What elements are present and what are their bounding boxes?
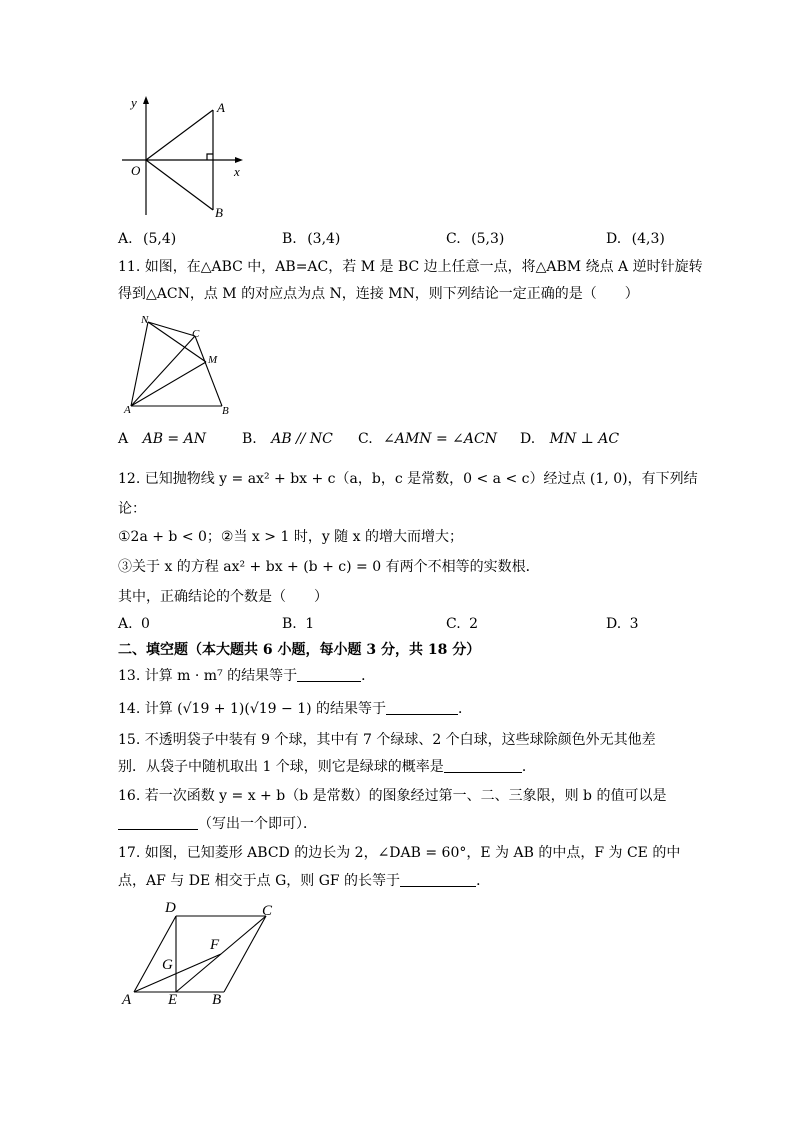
option-text: (4,3) [631,231,665,247]
question-punctuation: ． [476,873,491,889]
q17-label-c: C [262,903,273,919]
option-letter: D. [520,431,536,447]
q16-line1: 16. 若一次函数 y = x + b（b 是常数）的图象经过第一、二、三象限，则 b 的值可以是 [118,788,667,804]
q12-line1: 12. 已知抛物线 y = ax² + bx + c（a，b，c 是常数，0 < a < c）经过点 (1, 0)，有下列结 [118,471,698,487]
q10-label-x: x [234,164,240,179]
option-letter: D. [606,616,622,632]
option-letter: A [118,431,129,447]
q17-label-b: B [212,992,222,1008]
option-letter: A. [118,231,133,247]
q17-label-a: A [122,992,132,1008]
option-letter: A. [118,616,133,632]
option-letter: B. [242,431,257,447]
option-text: (5,3) [471,231,505,247]
option-letter: C. [446,231,461,247]
option-text: 3 [629,616,639,632]
option-text: 2 [469,616,479,632]
q17-label-g: G [162,957,173,973]
q17-label-d: D [165,900,176,916]
q11-label-m: M [208,354,218,366]
q12-line5: 其中，正确结论的个数是（ ） [118,589,328,605]
q11-label-b: B [222,405,229,417]
question-punctuation: ． [361,668,376,684]
q10-label-b: B [215,205,223,220]
option-letter: B. [282,231,297,247]
q17-label-e: E [168,992,178,1008]
section-heading: 二、填空题（本大题共 6 小题，每小题 3 分，共 18 分） [118,642,481,658]
q17-line1: 17. 如图，已知菱形 ABCD 的边长为 2，∠DAB = 60°，E 为 AB 的中点，F 为 CE 的中 [118,845,681,861]
question-text: 13. 计算 m · m⁷ 的结果等于 [118,668,298,684]
q17-label-f: F [210,937,220,953]
q11-label-n: N [141,314,149,326]
option-text: AB // NC [271,431,333,447]
option-text: (3,4) [307,231,341,247]
question-text: 14. 计算 (√19 + 1)(√19 − 1) 的结果等于 [118,701,387,717]
option-letter: C. [358,431,373,447]
option-letter: D. [606,231,622,247]
q11-line1: 11. 如图，在△ABC 中，AB=AC，若 M 是 BC 边上任意一点，将△ABM 绕点 A 逆时针旋转 [118,259,703,275]
option-letter: C. [446,616,461,632]
question-text: （写出一个即可）． [198,816,317,832]
q10-label-a: A [217,100,225,115]
q11-line2: 得到△ACN，点 M 的对应点为点 N，连接 MN，则下列结论一定正确的是（ ） [118,286,639,302]
option-text: 0 [141,616,150,632]
option-text: AB = AN [142,431,206,447]
q12-line3: ①2a + b < 0；②当 x > 1 时，y 随 x 的增大而增大； [118,529,463,545]
question-punctuation: ． [521,759,536,775]
q12-line2: 论： [118,501,146,517]
option-text: ∠AMN = ∠ACN [383,431,497,447]
q10-label-o: O [131,163,141,178]
option-text: (5,4) [143,231,177,247]
q12-line4: ③关于 x 的方程 ax² + bx + (b + c) = 0 有两个不相等的实数根． [118,559,540,575]
q11-label-a: A [124,404,131,416]
q11-label-c: C [192,328,200,340]
q15-line1: 15. 不透明袋子中装有 9 个球，其中有 7 个绿球、2 个白球，这些球除颜色外无其他差 [118,732,656,748]
question-text: 点，AF 与 DE 相交于点 G，则 GF 的长等于 [118,873,401,889]
option-text: 1 [305,616,315,632]
q10-label-y: y [131,95,137,110]
question-punctuation: ． [458,701,473,717]
option-text: MN ⊥ AC [549,431,620,447]
option-letter: B. [282,616,297,632]
question-text: 别．从袋子中随机取出 1 个球，则它是绿球的概率是 [118,759,444,775]
